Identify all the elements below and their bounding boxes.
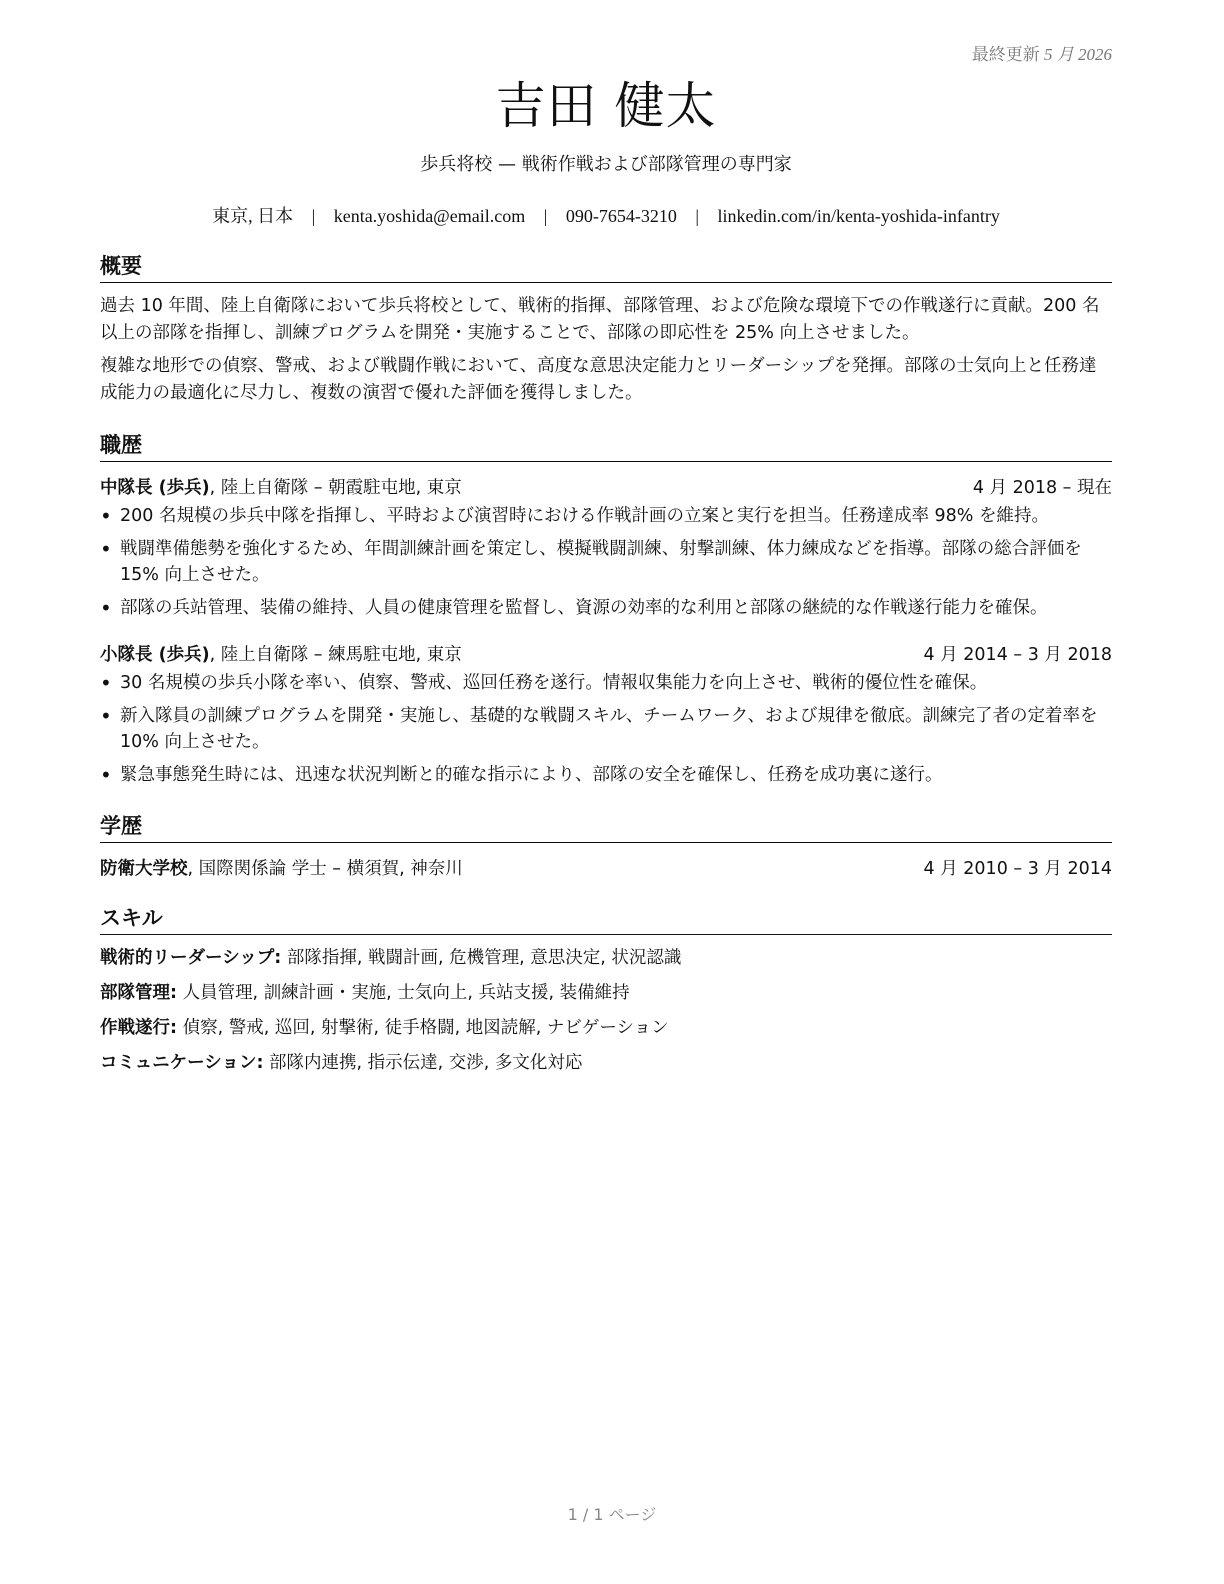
job-bullets — [100, 503, 1112, 621]
last-updated — [100, 40, 1112, 66]
skill-row — [100, 980, 1112, 1007]
skill-label: 戦術的リーダーシップ: — [100, 948, 282, 968]
bullet-item: • 新入隊員の訓練プログラムを開発・実施し、基礎的な戦闘スキル、チームワーク、および規律を徹底。訓練完了者の定着率を 10% 向上させた。 — [120, 703, 1112, 755]
job-title-line — [100, 474, 462, 499]
skill-label: 作戦遂行: — [100, 1018, 177, 1038]
skills-list — [100, 945, 1112, 1077]
contact-linkedin[interactable]: linkedin.com/in/kenta-yoshida-infantry — [717, 206, 1000, 226]
resume-page — [100, 40, 1112, 1085]
job-role: 小隊長 (歩兵) — [100, 645, 210, 665]
education-school: 防衛大学校 — [100, 859, 188, 879]
skill-value: 偵察, 警戒, 巡回, 射撃術, 徒手格闘, 地図読解, ナビゲーション — [177, 1018, 669, 1038]
contact-line — [100, 202, 1112, 228]
job-org: , 陸上自衛隊 – 朝霞駐屯地, 東京 — [209, 478, 462, 498]
job-bullets — [100, 670, 1112, 788]
contact-phone[interactable]: 090-7654-3210 — [565, 206, 677, 226]
contact-email[interactable]: kenta.yoshida@email.com — [333, 206, 526, 226]
skill-label: コミュニケーション: — [100, 1053, 264, 1073]
skill-value: 人員管理, 訓練計画・実施, 士気向上, 兵站支援, 装備維持 — [177, 983, 630, 1003]
last-updated-prefix: 最終更新 — [971, 45, 1040, 64]
bullet-item: • 30 名規模の歩兵小隊を率い、偵察、警戒、巡回任務を遂行。情報収集能力を向上させ、戦術的優位性を確保。 — [120, 670, 1112, 696]
job-org: , 陸上自衛隊 – 練馬駐屯地, 東京 — [209, 645, 462, 665]
candidate-subtitle: 歩兵将校 — 戦術作戦および部隊管理の専門家 — [420, 154, 792, 175]
education-line — [100, 855, 463, 880]
skill-value: 部隊内連携, 指示伝達, 交渉, 多文化対応 — [263, 1053, 583, 1073]
section-title-education: 学歴 — [100, 810, 1112, 843]
contact-location: 東京, 日本 — [212, 206, 294, 226]
contact-separator: | — [695, 206, 699, 226]
section-title-experience: 職歴 — [100, 429, 1112, 462]
job-header — [100, 474, 1112, 499]
bullet-item: • 戦闘準備態勢を強化するため、年間訓練計画を策定し、模擬戦闘訓練、射撃訓練、体力練成などを指導。部隊の総合評価を 15% 向上させた。 — [120, 536, 1112, 588]
skill-label: 部隊管理: — [100, 983, 177, 1003]
summary-paragraph: 複雑な地形での偵察、警戒、および戦闘作戦において、高度な意思決定能力とリーダーシップを発揮。部隊の士気向上と任務達成能力の最適化に尽力し、複数の演習で優れた評価を獲得しました。 — [100, 356, 1097, 403]
education-detail: , 国際関係論 学士 – 横須賀, 神奈川 — [187, 859, 463, 879]
last-updated-date: 5 月 2026 — [1044, 45, 1112, 64]
section-title-skills: スキル — [100, 902, 1112, 935]
bullet-item: • 緊急事態発生時には、迅速な状況判断と的確な指示により、部隊の安全を確保し、任務を成功裏に遂行。 — [120, 762, 1112, 788]
section-title-summary: 概要 — [100, 250, 1112, 283]
bullet-item: • 200 名規模の歩兵中隊を指揮し、平時および演習時における作戦計画の立案と実行を担当。任務達成率 98% を維持。 — [120, 503, 1112, 529]
job-dates: 4 月 2014 – 3 月 2018 — [923, 645, 1112, 665]
job-title-line — [100, 641, 462, 666]
candidate-name: 吉田 健太 — [495, 77, 717, 135]
job-header — [100, 641, 1112, 666]
job-dates: 4 月 2018 – 現在 — [972, 478, 1112, 498]
bullet-item: • 部隊の兵站管理、装備の維持、人員の健康管理を監督し、資源の効率的な利用と部隊の継続的な作戦遂行能力を確保。 — [120, 595, 1112, 621]
skill-row — [100, 1050, 1112, 1077]
skill-row — [100, 945, 1112, 972]
education-entry — [100, 855, 1112, 880]
summary-paragraph: 過去 10 年間、陸上自衛隊において歩兵将校として、戦術的指揮、部隊管理、および危険な環境下での作戦遂行に貢献。200 名以上の部隊を指揮し、訓練プログラムを開発・実施することで、部隊の即応性を 25% 向上させました。 — [100, 296, 1100, 343]
job-role: 中隊長 (歩兵) — [100, 478, 210, 498]
contact-separator: | — [543, 206, 548, 226]
contact-separator: | — [311, 206, 316, 226]
skill-row — [100, 1015, 1112, 1042]
skill-value: 部隊指揮, 戦闘計画, 危機管理, 意思決定, 状況認識 — [281, 948, 682, 968]
page-indicator: 1 / 1 ページ — [567, 1505, 657, 1524]
education-dates: 4 月 2010 – 3 月 2014 — [923, 859, 1112, 879]
